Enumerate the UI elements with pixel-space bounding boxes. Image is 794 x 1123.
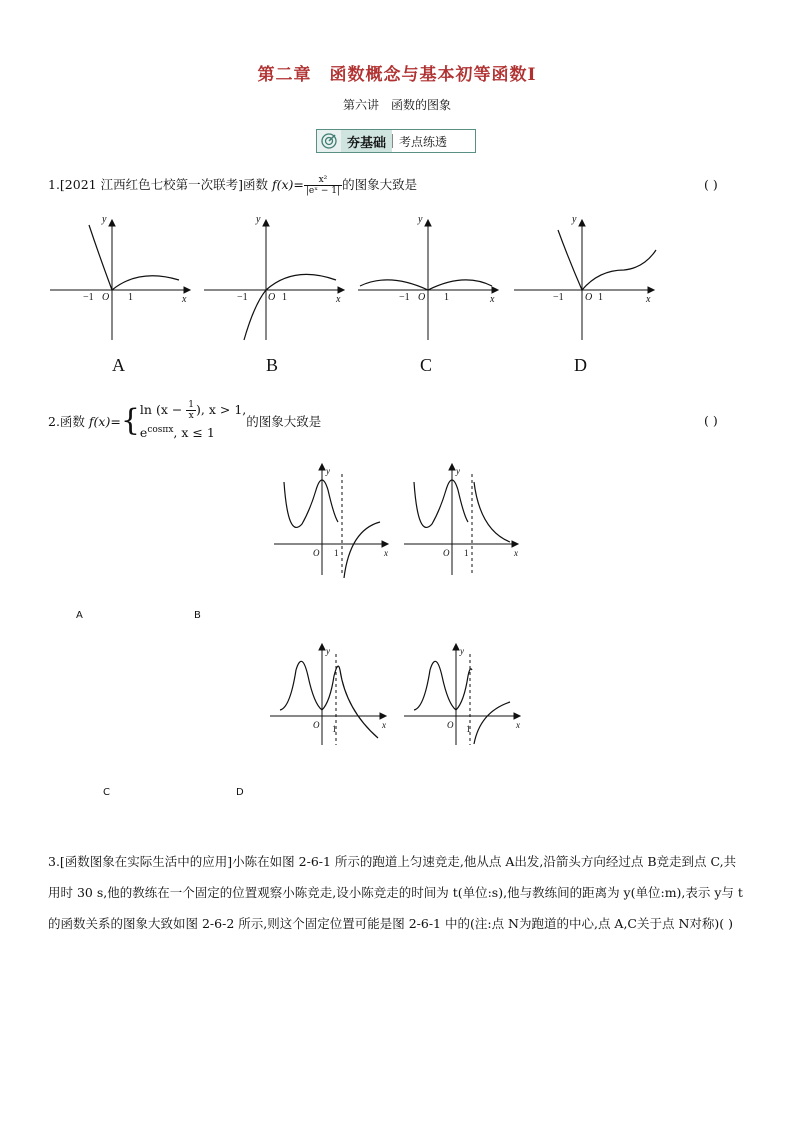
svg-text:1: 1: [598, 292, 603, 303]
svg-text:y: y: [460, 646, 464, 656]
svg-text:O: O: [313, 548, 320, 558]
svg-text:y: y: [456, 466, 460, 476]
q1-option-graphs: [44, 210, 664, 345]
q1-option-d-label: D: [574, 355, 587, 375]
svg-text:O: O: [443, 548, 450, 558]
q1-option-b-label: B: [266, 355, 279, 375]
svg-text:O: O: [447, 720, 454, 730]
svg-text:O: O: [102, 292, 110, 303]
svg-text:−1: −1: [399, 292, 410, 303]
svg-text:y: y: [572, 214, 577, 225]
svg-text:x: x: [514, 548, 518, 558]
svg-text:y: y: [326, 646, 330, 656]
svg-text:−1: −1: [83, 292, 94, 303]
svg-text:1: 1: [128, 292, 133, 303]
target-icon: [317, 130, 341, 152]
svg-text:x: x: [384, 548, 388, 558]
q1-option-c-label: C: [420, 355, 433, 375]
badge-left-label: 夯基础: [341, 130, 392, 152]
q2-graphs-ab: [270, 460, 532, 578]
svg-text:x: x: [516, 720, 520, 730]
svg-text:−1: −1: [553, 292, 564, 303]
section-badge: [316, 129, 476, 153]
question-3-stem: 3.[函数图象在实际生活中的应用]小陈在如图 2-6-1 所示的跑道上匀速竞走,他从点 A出发,沿箭头方向经过点 B竞走到点 C,共用时 30 s,他的教练在一个固定的位置观察小陈竞走,设小陈竞走的时间为 t(单位:s),他与教练间的距离为 y(单位:m),表示 y与 t的函数关系的图象大致如图 2-6-2 所示,则这个固定位置可能是图 2-6-1 中的(注:点 N为跑道的中心,点 A,C关于点 N对称)( ): [48, 854, 743, 931]
question-2-stem: 2.函数 f(x)={ ln (x − $\frac{1}{x}$ ), x > 1, $e^{cos\pi x}$, x ≤ 1 的图象大致是: [48, 400, 322, 441]
svg-text:x: x: [382, 720, 386, 730]
svg-text:x: x: [182, 294, 187, 305]
question-1-stem: 1.[2021 江西红色七校第一次联考]函数 f(x)= $\frac{\text{x²}}{\text{|eˣ − 1|}}$ 的图象大致是: [48, 175, 418, 196]
svg-text:1: 1: [282, 292, 287, 303]
answer-blank-1: ( ): [704, 177, 718, 192]
svg-text:y: y: [102, 214, 107, 225]
q2-option-a-label: A: [76, 610, 83, 621]
svg-text:O: O: [313, 720, 320, 730]
svg-text:O: O: [585, 292, 593, 303]
svg-text:y: y: [326, 466, 330, 476]
svg-text:x: x: [336, 294, 341, 305]
q2-option-d-label: D: [236, 787, 244, 798]
svg-text:1: 1: [332, 724, 337, 734]
lesson-subtitle: 第六讲 函数的图象: [342, 98, 451, 112]
q2-option-b-label: B: [194, 610, 201, 621]
svg-text:1: 1: [334, 548, 339, 558]
badge-right-label: 考点练透: [399, 134, 448, 149]
svg-text:O: O: [418, 292, 426, 303]
svg-text:1: 1: [464, 548, 469, 558]
chapter-title: 第二章 函数概念与基本初等函数Ⅰ: [257, 65, 537, 85]
q1-option-a-label: A: [112, 355, 125, 375]
answer-blank-2: ( ): [704, 413, 718, 428]
svg-text:x: x: [646, 294, 651, 305]
svg-text:x: x: [490, 294, 495, 305]
svg-text:1: 1: [444, 292, 449, 303]
svg-text:O: O: [268, 292, 276, 303]
svg-text:y: y: [418, 214, 423, 225]
svg-text:1: 1: [466, 724, 471, 734]
svg-text:y: y: [256, 214, 261, 225]
q2-graphs-cd: [266, 640, 532, 748]
q2-option-c-label: C: [103, 787, 110, 798]
svg-text:−1: −1: [237, 292, 248, 303]
